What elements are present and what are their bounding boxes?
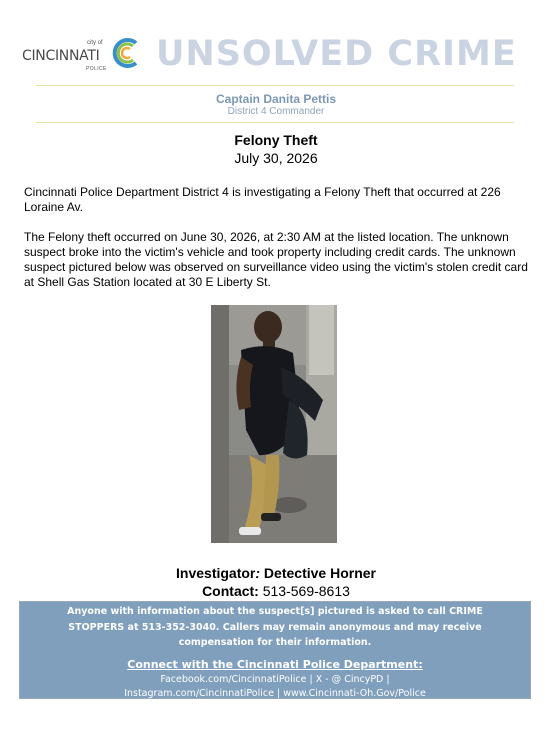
social-links-line-2: Instagram.com/CincinnatiPolice | www.Cincinnati-Oh.Gov/Police [124, 688, 426, 699]
header [22, 34, 522, 80]
tip-info [20, 604, 530, 651]
unsolved-crime-banner: UNSOLVED CRIME [156, 34, 517, 74]
crime-stoppers-footer [19, 601, 531, 699]
logo-city-name: CINCINNATI [22, 48, 100, 64]
crime-type: Felony Theft [234, 132, 318, 148]
social-links-line-1: Facebook.com/CincinnatiPolice | X - @ CincyPD | [160, 674, 390, 685]
contact-line [0, 583, 552, 599]
header-divider-bottom [36, 122, 514, 123]
header-divider-top [36, 85, 514, 86]
tip-line-1: Anyone with information about the suspect[s] pictured is asked to call CRIME [67, 606, 483, 617]
contact-phone: 513-569-8613 [258, 583, 350, 599]
commander-name: Captain Danita Pettis [215, 92, 337, 106]
incident-details-paragraph: The Felony theft occurred on June 30, 2026, at 2:30 AM at the listed location. The unknown suspect broke into the victim's vehicle and took property including credit cards. The unknown suspect pictured below was observed on surveillance video using the victim's stolen credit card at Shell Gas Station located at 30 E Liberty St. [24, 230, 528, 289]
social-links [20, 673, 530, 701]
cincinnati-logo [22, 34, 142, 80]
cincinnati-c-logo-icon [110, 36, 142, 70]
suspect-surveillance-photo [211, 305, 337, 543]
investigator-line [0, 565, 552, 581]
investigation-paragraph: Cincinnati Police Department District 4 is investigating a Felony Theft that occurred at 226 Loraine Av. [24, 185, 501, 214]
crime-date: July 30, 2026 [234, 150, 318, 166]
investigator-label: Investigator [176, 565, 256, 581]
investigator-name: Detective Horner [260, 565, 376, 581]
contact-label: Contact: [202, 583, 259, 599]
investigator-colon: : [255, 565, 261, 581]
commander-title: District 4 Commander [227, 106, 325, 117]
tip-line-3: compensation for their information. [178, 637, 372, 648]
logo-police: POLICE [86, 66, 107, 72]
tip-line-2: STOPPERS at 513-352-3040. Callers may remain anonymous and may receive [68, 621, 482, 633]
connect-heading: Connect with the Cincinnati Police Department: [127, 658, 423, 671]
logo-city-of: city of [87, 40, 103, 46]
